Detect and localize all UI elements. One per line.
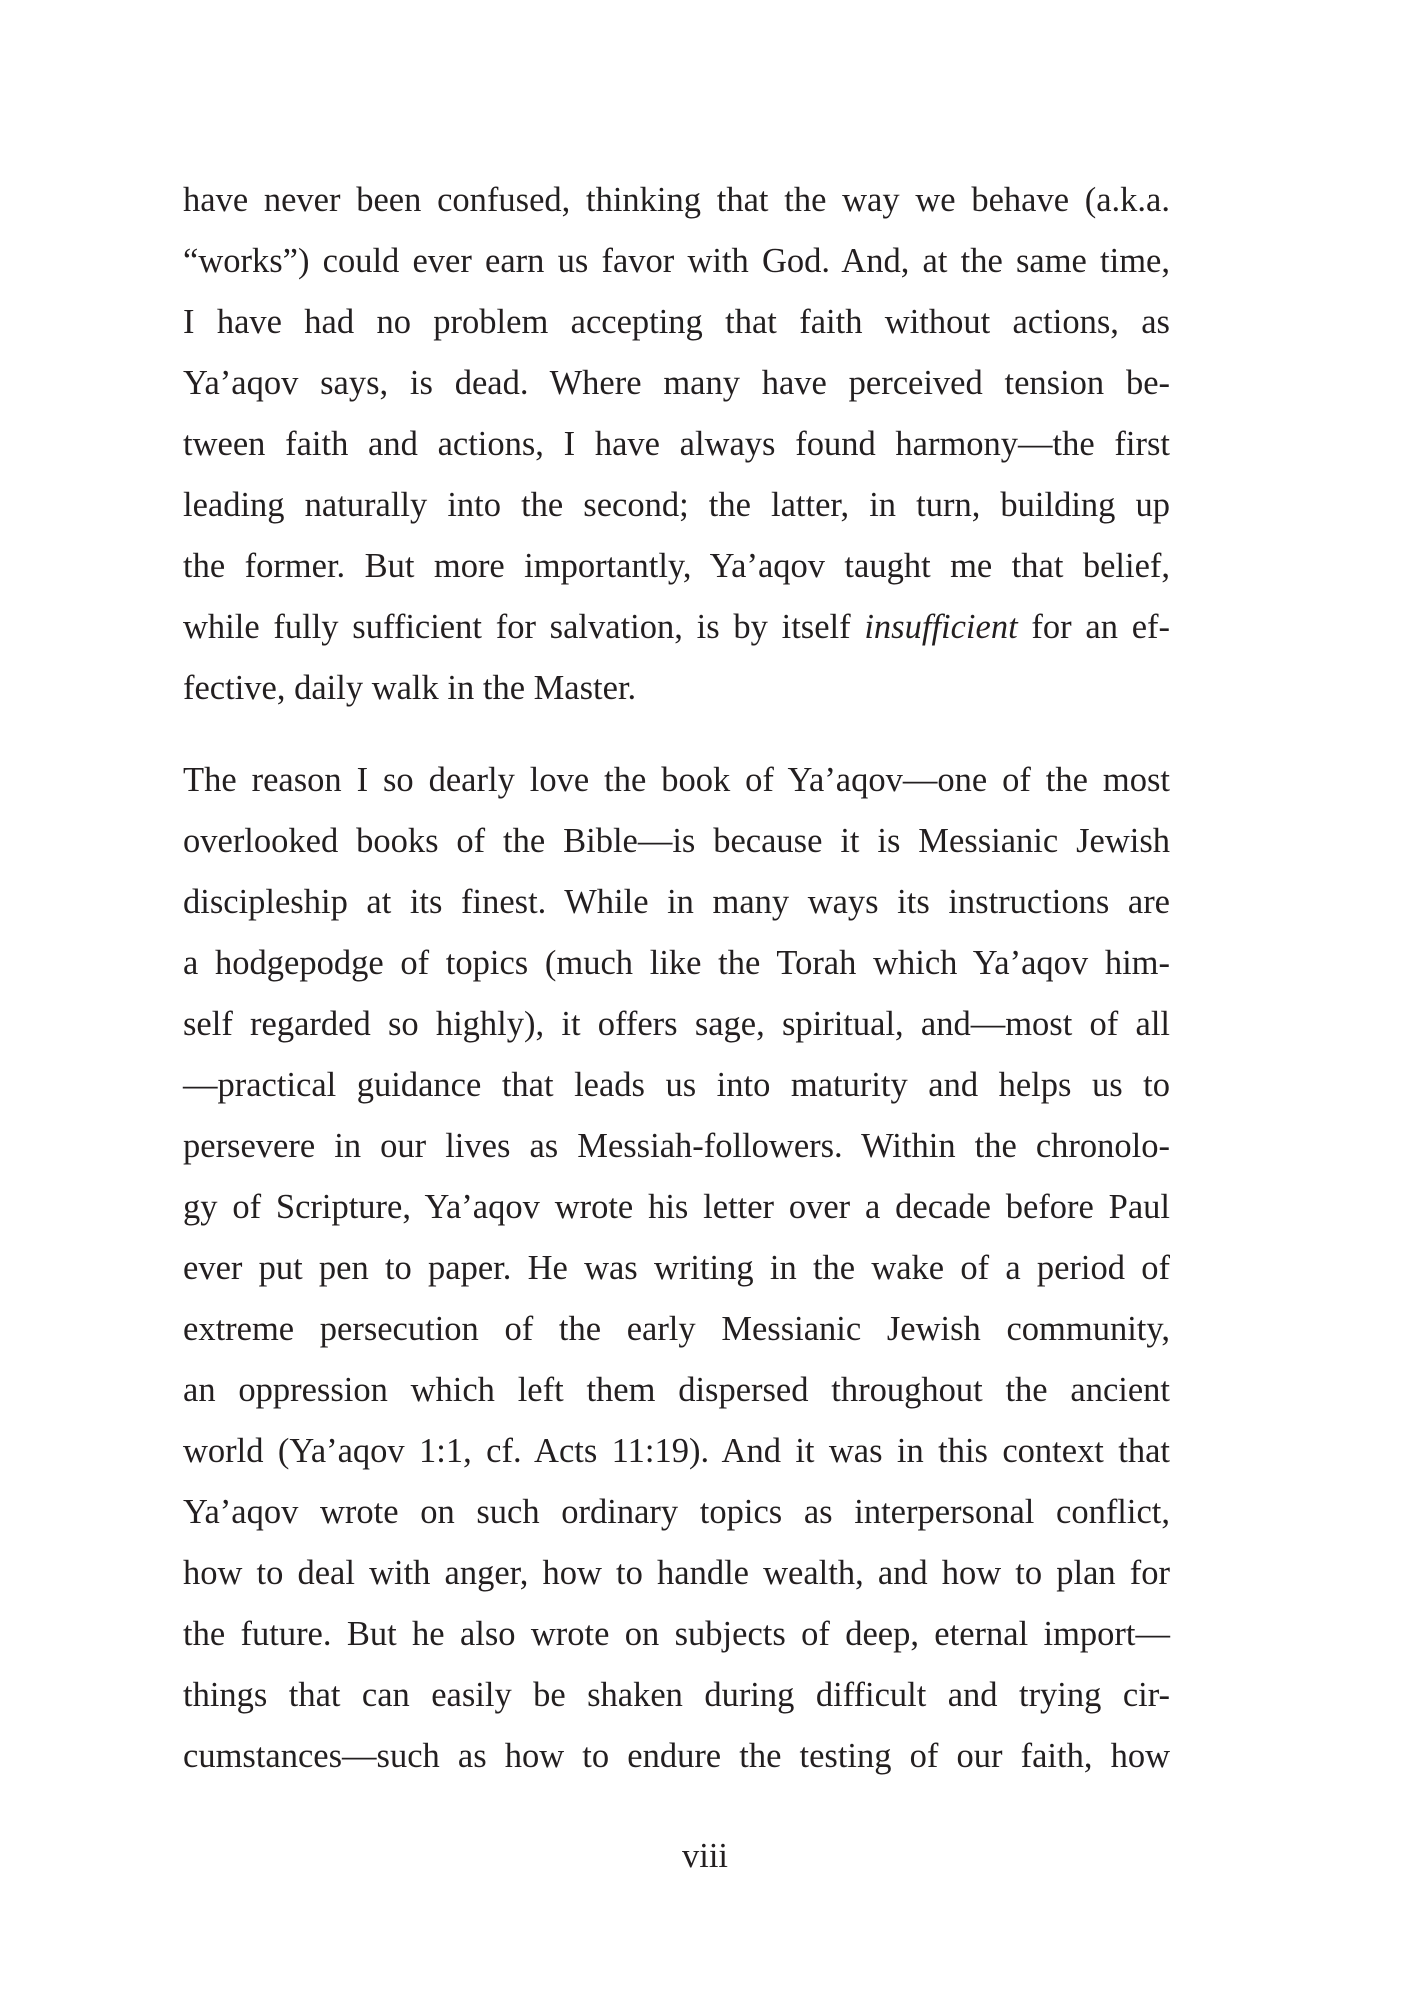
- text-line: self regarded so highly), it offers sage, spiritual, and—most of all: [183, 1005, 1170, 1043]
- text-line: how to deal with anger, how to handle wealth, and how to plan for: [183, 1554, 1170, 1592]
- text-line: extreme persecution of the early Messianic Jewish community,: [183, 1310, 1170, 1348]
- text-segment: for an ef-: [1017, 608, 1170, 646]
- text-line: “works”) could ever earn us favor with God. And, at the same time,: [183, 242, 1170, 280]
- text-line: a hodgepodge of topics (much like the Torah which Ya’aqov him-: [183, 944, 1170, 982]
- text-line: Ya’aqov says, is dead. Where many have perceived tension be-: [183, 364, 1170, 402]
- text-segment: while fully sufficient for salvation, is by itself: [183, 608, 865, 646]
- text-line: fective, daily walk in the Master.: [183, 669, 637, 707]
- text-line: —practical guidance that leads us into maturity and helps us to: [183, 1066, 1170, 1104]
- text-line: overlooked books of the Bible—is because it is Messianic Jewish: [183, 822, 1170, 860]
- italic-emphasis: insufficient: [864, 608, 1018, 646]
- text-line: gy of Scripture, Ya’aqov wrote his letter over a decade before Paul: [183, 1188, 1170, 1226]
- text-line: persevere in our lives as Messiah-followers. Within the chronolo-: [183, 1127, 1170, 1165]
- text-line: tween faith and actions, I have always found harmony—the first: [183, 425, 1170, 463]
- page-number: viii: [681, 1837, 728, 1875]
- text-line-with-italic: [183, 597, 1170, 658]
- text-line: world (Ya’aqov 1:1, cf. Acts 11:19). And it was in this context that: [183, 1432, 1170, 1470]
- text-line: things that can easily be shaken during difficult and trying cir-: [183, 1676, 1170, 1714]
- text-line: the future. But he also wrote on subjects of deep, eternal import—: [183, 1615, 1170, 1653]
- body-text: [183, 170, 1170, 1787]
- text-line: The reason I so dearly love the book of Ya’aqov—one of the most: [183, 761, 1170, 799]
- paragraph-2: [183, 750, 1170, 1787]
- text-line: cumstances—such as how to endure the testing of our faith, how: [183, 1737, 1170, 1775]
- text-line: discipleship at its finest. While in many ways its instructions are: [183, 883, 1170, 921]
- paragraph-1: [183, 170, 1170, 719]
- paragraph-spacer: [183, 719, 1170, 750]
- text-line: ever put pen to paper. He was writing in the wake of a period of: [183, 1249, 1170, 1287]
- text-line: an oppression which left them dispersed throughout the ancient: [183, 1371, 1170, 1409]
- text-line: have never been confused, thinking that the way we behave (a.k.a.: [183, 181, 1170, 219]
- text-line: leading naturally into the second; the latter, in turn, building up: [183, 486, 1170, 524]
- text-line: I have had no problem accepting that faith without actions, as: [183, 303, 1170, 341]
- text-line: the former. But more importantly, Ya’aqov taught me that belief,: [183, 547, 1170, 585]
- text-line: Ya’aqov wrote on such ordinary topics as interpersonal conflict,: [183, 1493, 1170, 1531]
